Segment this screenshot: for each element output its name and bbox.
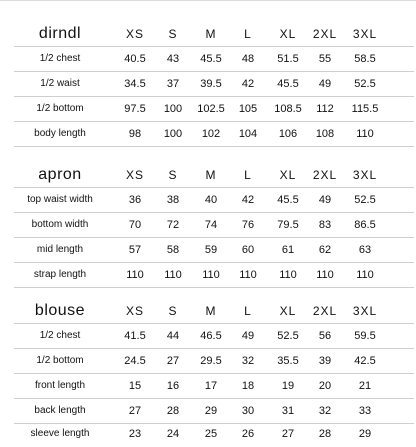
row-label: back length bbox=[34, 405, 86, 416]
cell-value: 33 bbox=[358, 405, 372, 417]
cell-value: 57 bbox=[128, 244, 142, 256]
cell-value: 115.5 bbox=[351, 103, 379, 115]
size-header: L bbox=[244, 304, 252, 318]
table-row bbox=[0, 422, 416, 446]
cell-value: 40 bbox=[204, 194, 218, 206]
cell-value: 110 bbox=[202, 269, 220, 281]
size-header: S bbox=[168, 27, 178, 41]
size-header: 2XL bbox=[312, 304, 338, 318]
cell-value: 36 bbox=[128, 194, 142, 206]
size-header: S bbox=[168, 304, 178, 318]
cell-value: 42 bbox=[241, 78, 255, 90]
cell-value: 40.5 bbox=[124, 53, 146, 65]
size-header: XL bbox=[279, 304, 297, 318]
cell-value: 17 bbox=[204, 380, 218, 392]
cell-value: 58 bbox=[166, 244, 180, 256]
cell-value: 16 bbox=[166, 380, 180, 392]
cell-value: 102 bbox=[201, 128, 221, 140]
size-header: M bbox=[205, 168, 217, 182]
cell-value: 24.5 bbox=[124, 355, 146, 367]
cell-value: 20 bbox=[318, 380, 332, 392]
cell-value: 49 bbox=[318, 194, 332, 206]
cell-value: 52.5 bbox=[354, 194, 376, 206]
table-row bbox=[0, 72, 416, 96]
row-label: 1/2 bottom bbox=[36, 355, 84, 366]
cell-value: 31 bbox=[281, 405, 295, 417]
cell-value: 79.5 bbox=[277, 219, 299, 231]
size-header: XL bbox=[279, 168, 297, 182]
cell-value: 29.5 bbox=[200, 355, 222, 367]
cell-value: 42 bbox=[241, 194, 255, 206]
table-row bbox=[0, 349, 416, 373]
cell-value: 70 bbox=[128, 219, 142, 231]
cell-value: 108 bbox=[315, 128, 335, 140]
size-header: L bbox=[244, 168, 252, 182]
table-header-row bbox=[0, 22, 416, 46]
row-label: front length bbox=[34, 380, 86, 391]
table-row bbox=[0, 122, 416, 146]
cell-value: 105 bbox=[238, 103, 258, 115]
cell-value: 49 bbox=[241, 330, 255, 342]
row-label: 1/2 bottom bbox=[36, 103, 84, 114]
row-label: 1/2 chest bbox=[39, 330, 81, 341]
cell-value: 41.5 bbox=[124, 330, 146, 342]
row-label: body length bbox=[34, 128, 86, 139]
cell-value: 28 bbox=[166, 405, 180, 417]
size-header: 3XL bbox=[352, 27, 378, 41]
cell-value: 19 bbox=[281, 380, 295, 392]
cell-value: 39 bbox=[318, 355, 332, 367]
cell-value: 62 bbox=[318, 244, 332, 256]
cell-value: 97.5 bbox=[124, 103, 146, 115]
cell-value: 59.5 bbox=[354, 330, 376, 342]
cell-value: 102.5 bbox=[197, 103, 225, 115]
cell-value: 35.5 bbox=[277, 355, 299, 367]
cell-value: 112 bbox=[316, 103, 334, 115]
cell-value: 110 bbox=[239, 269, 257, 281]
cell-value: 18 bbox=[241, 380, 255, 392]
cell-value: 110 bbox=[164, 269, 182, 281]
size-header: 3XL bbox=[352, 304, 378, 318]
cell-value: 98 bbox=[128, 128, 142, 140]
cell-value: 72 bbox=[166, 219, 180, 231]
cell-value: 110 bbox=[356, 128, 374, 140]
cell-value: 110 bbox=[316, 269, 334, 281]
table-row bbox=[0, 399, 416, 423]
cell-value: 44 bbox=[166, 330, 180, 342]
cell-value: 61 bbox=[281, 244, 295, 256]
cell-value: 60 bbox=[241, 244, 255, 256]
cell-value: 21 bbox=[358, 380, 372, 392]
table-row bbox=[0, 238, 416, 262]
cell-value: 58.5 bbox=[354, 53, 376, 65]
cell-value: 110 bbox=[356, 269, 374, 281]
size-header: L bbox=[244, 27, 252, 41]
table-row bbox=[0, 47, 416, 71]
table-header-row bbox=[0, 299, 416, 323]
cell-value: 37 bbox=[166, 78, 180, 90]
cell-value: 34.5 bbox=[124, 78, 146, 90]
cell-value: 83 bbox=[318, 219, 332, 231]
cell-value: 59 bbox=[204, 244, 218, 256]
row-divider bbox=[14, 287, 414, 288]
table-row bbox=[0, 324, 416, 348]
cell-value: 74 bbox=[204, 219, 218, 231]
table-row bbox=[0, 263, 416, 287]
table-title: blouse bbox=[34, 302, 86, 319]
cell-value: 26 bbox=[241, 428, 255, 440]
table-row bbox=[0, 213, 416, 237]
cell-value: 15 bbox=[128, 380, 142, 392]
cell-value: 51.5 bbox=[277, 53, 299, 65]
cell-value: 25 bbox=[204, 428, 218, 440]
cell-value: 76 bbox=[241, 219, 255, 231]
cell-value: 46.5 bbox=[200, 330, 222, 342]
row-label: sleeve length bbox=[30, 428, 90, 439]
cell-value: 45.5 bbox=[277, 78, 299, 90]
size-header: S bbox=[168, 168, 178, 182]
cell-value: 30 bbox=[241, 405, 255, 417]
cell-value: 28 bbox=[318, 428, 332, 440]
table-header-row bbox=[0, 163, 416, 187]
cell-value: 45.5 bbox=[277, 194, 299, 206]
cell-value: 27 bbox=[166, 355, 180, 367]
cell-value: 43 bbox=[166, 53, 180, 65]
top-divider bbox=[0, 0, 416, 1]
row-label: 1/2 waist bbox=[40, 78, 80, 89]
row-label: 1/2 chest bbox=[39, 53, 81, 64]
size-header: 3XL bbox=[352, 168, 378, 182]
table-title: dirndl bbox=[38, 25, 82, 42]
table-row bbox=[0, 188, 416, 212]
cell-value: 104 bbox=[238, 128, 258, 140]
size-header: XS bbox=[125, 27, 144, 41]
cell-value: 56 bbox=[318, 330, 332, 342]
cell-value: 63 bbox=[358, 244, 372, 256]
cell-value: 42.5 bbox=[354, 355, 376, 367]
size-header: XS bbox=[125, 168, 144, 182]
cell-value: 27 bbox=[281, 428, 295, 440]
row-divider bbox=[14, 146, 414, 147]
cell-value: 86.5 bbox=[354, 219, 376, 231]
row-label: bottom width bbox=[31, 219, 89, 230]
cell-value: 39.5 bbox=[200, 78, 222, 90]
table-title: apron bbox=[38, 166, 82, 183]
cell-value: 32 bbox=[318, 405, 332, 417]
cell-value: 49 bbox=[318, 78, 332, 90]
cell-value: 45.5 bbox=[200, 53, 222, 65]
cell-value: 100 bbox=[163, 128, 183, 140]
cell-value: 52.5 bbox=[277, 330, 299, 342]
size-header: M bbox=[205, 304, 217, 318]
cell-value: 52.5 bbox=[354, 78, 376, 90]
cell-value: 55 bbox=[318, 53, 332, 65]
table-row bbox=[0, 97, 416, 121]
size-header: XL bbox=[279, 27, 297, 41]
cell-value: 24 bbox=[166, 428, 180, 440]
size-header: 2XL bbox=[312, 168, 338, 182]
cell-value: 110 bbox=[279, 269, 297, 281]
size-header: XS bbox=[125, 304, 144, 318]
cell-value: 23 bbox=[128, 428, 142, 440]
size-header: M bbox=[205, 27, 217, 41]
cell-value: 110 bbox=[126, 269, 144, 281]
row-label: top waist width bbox=[27, 194, 93, 205]
cell-value: 108.5 bbox=[274, 103, 302, 115]
row-label: mid length bbox=[36, 244, 84, 255]
cell-value: 48 bbox=[241, 53, 255, 65]
row-label: strap length bbox=[33, 269, 87, 280]
cell-value: 29 bbox=[358, 428, 372, 440]
cell-value: 106 bbox=[278, 128, 298, 140]
cell-value: 32 bbox=[241, 355, 255, 367]
size-header: 2XL bbox=[312, 27, 338, 41]
cell-value: 29 bbox=[204, 405, 218, 417]
cell-value: 38 bbox=[166, 194, 180, 206]
cell-value: 100 bbox=[163, 103, 183, 115]
table-row bbox=[0, 374, 416, 398]
cell-value: 27 bbox=[128, 405, 142, 417]
